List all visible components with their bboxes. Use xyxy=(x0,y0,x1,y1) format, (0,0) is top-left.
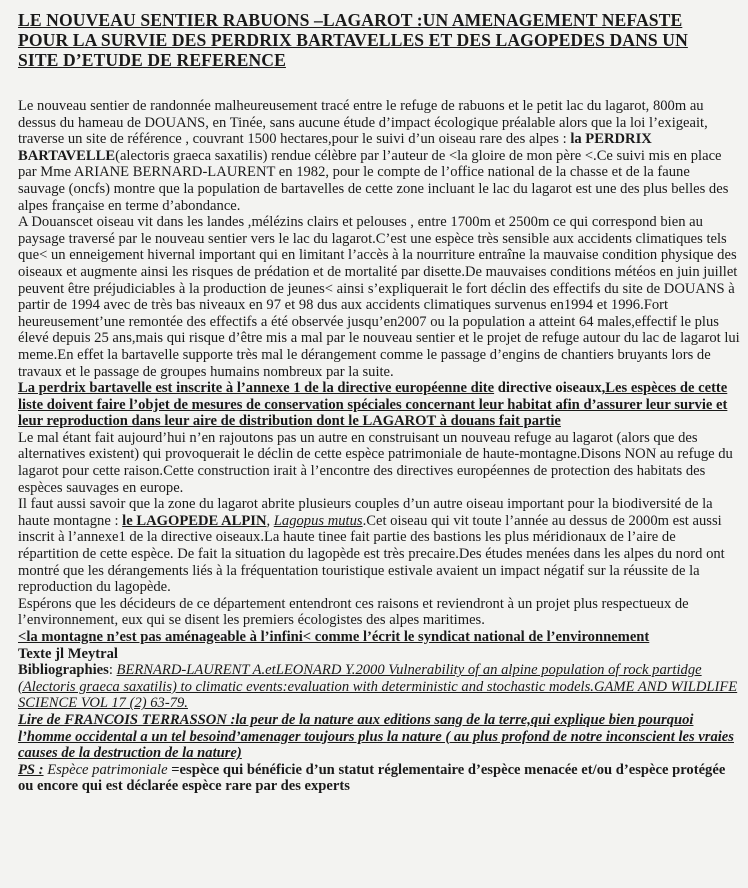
lagopede-name: le LAGOPEDE ALPIN xyxy=(122,512,267,529)
ps-term: Espèce patrimoniale xyxy=(43,761,168,778)
intro-text: Le nouveau sentier de randonnée malheureusement tracé entre le refuge de rabuons et le petit lac du lagarot, 800m au dessus du hameau de DOUANS, en Tinée, sans aucune étude d’impact écologique préalable alors que la loi l’exigeait, traverse un site de référence , couvrant 1500 hectares,pour le suivi d’un oiseau rare des alpes : xyxy=(18,98,708,148)
document-title xyxy=(18,10,740,70)
signature: Texte jl Meytral xyxy=(18,645,118,662)
directive-conservation-text: ,Les espèces de cette liste doivent faire l’objet de mesures de conservation spéciales concernant leur habitat afin d’assurer leur survie et leur reproduction dans leur aire de distribution dont le LAGAROT à douans fait partie xyxy=(18,380,728,430)
bibliography-reference: BERNARD-LAURENT A.etLEONARD Y.2000 Vulnerability of an alpine population of rock partidge (Alectoris graeca saxatilis) to climatic events:evaluation with deterministic and stochastic models.GAME AND WILDLIFE SCIENCE VOL 17 (2) 63-79. xyxy=(18,662,738,712)
paragraph-habitat: A Douanscet oiseau vit dans les landes ,mélézins clairs et pelouses , entre 1700m et 2500m ce qui correspond bien au paysage traversé par le nouveau sentier vers le lac du lagarot.C’est une espèce très sensible aux accidents climatiques tels que< un enneigement hivernal important qui en limitant l’accès à la nourriture entraîne la mauvaise condition physique des oiseaux et augmente ainsi les risques de prédation et de mortalité par disette.De mauvaises conditions météos en juin juillet peuvent être préjudiciables à la production de jeunes< ainsi s’expliquerait le fort déclin des effectifs du site de DOUANS à partir de 1994 avec de très bas niveaux en 97 et 98 dus aux accidents climatiques survenus en1994 et 1996.Fort heureusement’une remontée des effectifs a été observée jusqu’en2007 ou la population a atteint 64 males,effectif le plus élevé depuis 25 ans,mais qui risque d’être mis a mal par le nouveau sentier et le projet de refuge autour du lac de lagarot lui meme.En effet la bartavelle supporte très mal le dérangement comme le passage d’engins de chantiers bruyants lors de travaux et le passage de groupes humains nombreux par la suite. xyxy=(18,214,740,380)
bibliography-colon: : xyxy=(108,662,117,679)
paragraph-directive xyxy=(18,380,740,430)
lagopede-intro-text: Il faut aussi savoir que la zone du lagarot abrite plusieurs couples d’un autre oiseau important pour la biodiversité de la haute montagne : xyxy=(18,496,713,529)
ps-label: PS : xyxy=(18,761,44,778)
postscript xyxy=(18,762,740,795)
directive-annex-text: La perdrix bartavelle est inscrite à l’annexe 1 de la directive européenne dite xyxy=(18,380,495,397)
bartavelle-name: la PERDRIX BARTAVELLE xyxy=(18,131,652,164)
paragraph-intro xyxy=(18,98,740,214)
title-line-2: POUR LA SURVIE DES PERDRIX BARTAVELLES ET DES LAGOPEDES DANS UN xyxy=(18,30,688,50)
intro-text-continued: (alectoris graeca saxatilis) rendue célèbre par l’auteur de <la gloire de mon père <.Ce suivi mis en place par Mme ARIANE BERNARD-LAURENT en 1982, pour le compte de l’office national de la chasse et de la faune sauvage (oncfs) montre que la population de bartavelles de cette zone incluant le lac du lagarot est une des plus belles des alpes française en terme d’abondance. xyxy=(18,147,729,214)
document-body xyxy=(18,98,740,795)
ps-definition: =espèce qui bénéficie d’un statut réglementaire d’espèce menacée et/ou d’espèce protégée ou encore qui est déclarée espèce rare par des experts xyxy=(18,761,726,795)
title-line-1: LE NOUVEAU SENTIER RABUONS –LAGAROT :UN AMENAGEMENT NEFASTE xyxy=(18,10,683,30)
paragraph-lagopede xyxy=(18,496,740,596)
lagopede-separator: , xyxy=(266,512,274,529)
bibliography-label: Bibliographies xyxy=(18,662,109,679)
reading-recommendation: Lire de FRANCOIS TERRASSON :la peur de la nature aux editions sang de la terre,qui explique bien pourquoi l’homme occidental a un tel besoind’amenager toujours plus la nature ( au plus profond de notre inconscient les vraies causes de la destruction de la nature) xyxy=(18,711,734,762)
paragraph-refuge: Le mal étant fait aujourd’hui n’en rajoutons pas un autre en construisant un nouveau refuge au lagarot (alors que des alternatives existent) qui provoquerait le déclin de cette espèce patrimoniale de haute-montagne.Disons NON au refuge du lagarot pour cette raison.Cette construction irait à l’encontre des directives européennes de protection des habitats des espèces sauvages en europe. xyxy=(18,429,733,496)
lagopede-text: .Cet oiseau qui vit toute l’année au dessus de 2000m est aussi inscrit à l’annexe1 de la directive oiseaux.La haute tinee fait partie des bastions les plus méridionaux de l’aire de répartition de cette espèce. De fait la situation du lagopède est très precaire.Des études menées dans les alpes du nord ont montré que les dérangements liés à la fréquentation touristique estivale avaient un impact négatif sur la réussite de la reproduction du lagopède. xyxy=(18,512,725,596)
paragraph-conclusion: Espérons que les décideurs de ce département entendront ces raisons et reviendront à un projet plus respectueux de l’environnement, eux qui se disent les premiers écologistes des alpes maritimes. xyxy=(18,595,689,629)
title-line-3: SITE D’ETUDE DE REFERENCE xyxy=(18,50,286,70)
bibliography xyxy=(18,662,740,712)
quote-line: <la montagne n’est pas aménageable à l’infini< comme l’écrit le syndicat national de l’environnement xyxy=(18,629,650,645)
lagopede-latin-name: Lagopus mutus xyxy=(273,512,363,529)
directive-oiseaux-text: directive oiseaux xyxy=(494,380,602,397)
